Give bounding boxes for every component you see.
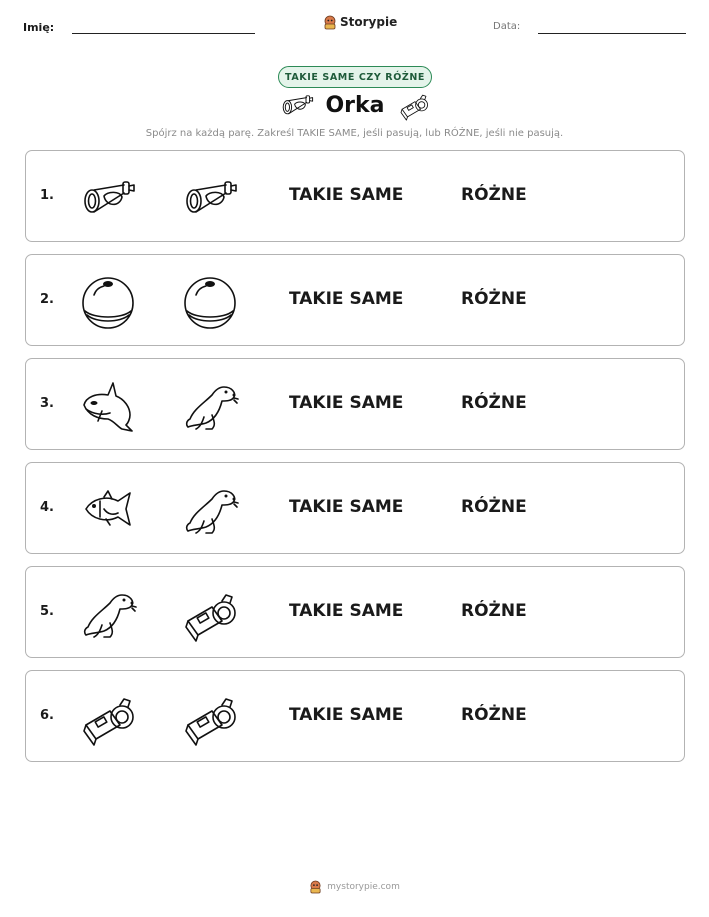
footer-url: mystorypie.com [327,882,400,892]
option-same[interactable]: TAKIE SAME [289,705,404,725]
trumpet-icon [80,171,136,227]
option-different[interactable]: RÓŻNE [461,497,527,517]
question-row-2 [25,254,685,346]
orca-icon [80,379,136,435]
question-number: 3. [40,396,54,411]
instructions-text: Spójrz na każdą parę. Zakreśl TAKIE SAME, jeśli pasują, lub RÓŻNE, jeśli nie pasują. [145,128,564,139]
question-number: 4. [40,500,54,515]
storypie-mascot-icon [309,880,322,894]
question-row-5 [25,566,685,658]
buoy-ball-icon [182,275,238,331]
option-same[interactable]: TAKIE SAME [289,601,404,621]
question-row-4 [25,462,685,554]
option-different[interactable]: RÓŻNE [461,393,527,413]
option-different[interactable]: RÓŻNE [461,289,527,309]
option-same[interactable]: TAKIE SAME [289,393,404,413]
fish-icon [80,483,136,539]
name-label: Imię: [23,21,55,34]
seal-icon [182,483,238,539]
question-row-1 [25,150,685,242]
question-row-3 [25,358,685,450]
name-input-line[interactable] [72,33,255,34]
footer [0,880,709,894]
storypie-mascot-icon [323,15,337,30]
brand-logo [323,13,397,31]
trumpet-icon [182,171,238,227]
seal-icon [182,379,238,435]
seal-icon [80,587,136,643]
worksheet-type-badge: TAKIE SAME CZY RÓŻNE [278,66,432,88]
whistle-icon [398,93,430,119]
question-number: 2. [40,292,54,307]
option-different[interactable]: RÓŻNE [461,705,527,725]
question-number: 5. [40,604,54,619]
option-different[interactable]: RÓŻNE [461,601,527,621]
whistle-icon [182,587,238,643]
option-same[interactable]: TAKIE SAME [289,185,404,205]
question-number: 6. [40,708,54,723]
option-different[interactable]: RÓŻNE [461,185,527,205]
whistle-icon [80,691,136,747]
option-same[interactable]: TAKIE SAME [289,289,404,309]
question-row-6 [25,670,685,762]
brand-name: Storypie [340,15,398,29]
question-number: 1. [40,188,54,203]
option-same[interactable]: TAKIE SAME [289,497,404,517]
date-input-line[interactable] [538,33,686,34]
date-label: Data: [493,21,521,32]
buoy-ball-icon [80,275,136,331]
page-title: Orka [325,93,385,118]
whistle-icon [182,691,238,747]
